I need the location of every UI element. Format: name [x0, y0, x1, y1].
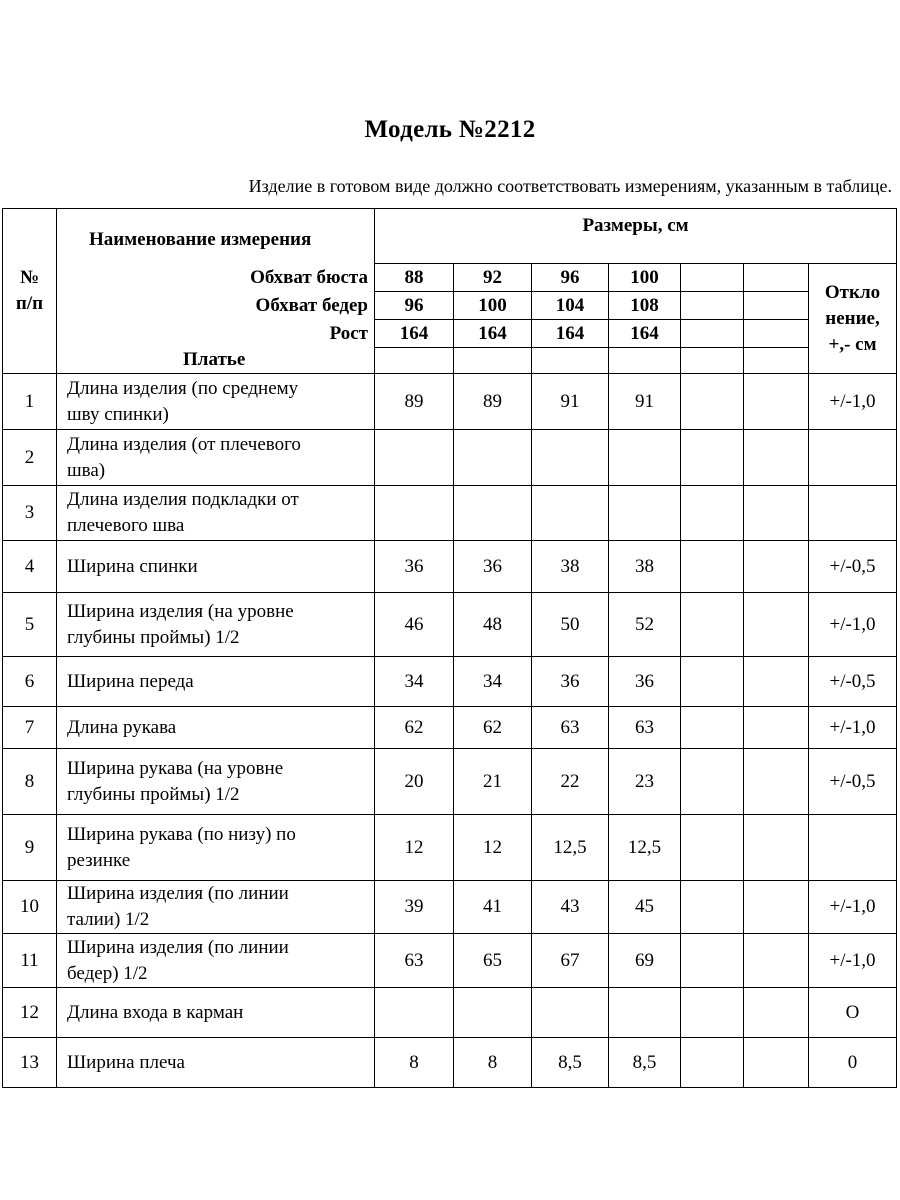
size-value-1: 63: [375, 934, 454, 988]
empty-cell: [609, 348, 681, 374]
deviation-value: +/-1,0: [809, 934, 897, 988]
deviation-value: [809, 486, 897, 541]
size-value-3: 91: [532, 374, 609, 430]
empty-cell: [681, 749, 744, 815]
bust-size-2: 92: [454, 264, 532, 292]
size-value-3: 43: [532, 881, 609, 934]
table-row: [3, 881, 897, 934]
size-value-2: 36: [454, 541, 532, 593]
table-row: [3, 749, 897, 815]
size-value-4: [609, 430, 681, 486]
size-value-1: 8: [375, 1038, 454, 1088]
table-row: [3, 934, 897, 988]
page-subtitle: Изделие в готовом виде должно соответствовать измерениям, указанным в таблице.: [248, 176, 892, 196]
measurement-name-line1: Ширина спинки: [67, 555, 198, 577]
table-row: [3, 707, 897, 749]
size-value-3: 36: [532, 657, 609, 707]
table-row: [3, 486, 897, 541]
empty-cell: [681, 988, 744, 1038]
measurement-name-line1: Ширина изделия (по линии: [67, 936, 289, 958]
table-row: [3, 593, 897, 657]
size-value-2: 21: [454, 749, 532, 815]
measurement-name: [57, 541, 375, 593]
empty-cell: [532, 348, 609, 374]
row-number: 4: [3, 541, 57, 593]
deviation-value: +/-0,5: [809, 657, 897, 707]
size-value-4: 69: [609, 934, 681, 988]
page-title: Модель №2212: [364, 116, 536, 143]
size-value-3: 12,5: [532, 815, 609, 881]
measurement-name-line1: Длина изделия (по среднему: [67, 377, 299, 399]
size-value-3: 50: [532, 593, 609, 657]
deviation-value: [809, 815, 897, 881]
header-row-garment: [3, 348, 897, 374]
row-number: 12: [3, 988, 57, 1038]
empty-cell: [681, 264, 744, 292]
empty-cell: [744, 541, 809, 593]
size-value-4: 8,5: [609, 1038, 681, 1088]
header-row-hips: [3, 292, 897, 320]
size-value-3: 67: [532, 934, 609, 988]
row-number: 7: [3, 707, 57, 749]
size-value-3: 63: [532, 707, 609, 749]
empty-cell: [744, 988, 809, 1038]
size-value-2: [454, 988, 532, 1038]
size-value-1: 89: [375, 374, 454, 430]
size-value-4: 38: [609, 541, 681, 593]
size-value-2: 65: [454, 934, 532, 988]
size-value-1: 34: [375, 657, 454, 707]
deviation-value: 0: [809, 1038, 897, 1088]
header-row-sizes: [3, 209, 897, 264]
measurement-name: [57, 374, 375, 430]
measurement-name-line2: талии) 1/2: [67, 909, 150, 930]
measurement-name: [57, 486, 375, 541]
measurement-name-line1: Ширина рукава (по низу) по: [67, 823, 296, 845]
height-size-4: 164: [609, 320, 681, 348]
empty-cell: [681, 707, 744, 749]
hips-size-4: 108: [609, 292, 681, 320]
empty-cell: [681, 1038, 744, 1088]
size-value-4: [609, 988, 681, 1038]
size-value-1: 62: [375, 707, 454, 749]
size-value-2: 62: [454, 707, 532, 749]
empty-cell: [744, 815, 809, 881]
table-row: [3, 1038, 897, 1088]
bust-size-1: 88: [375, 264, 454, 292]
measurement-name-line2: глубины проймы) 1/2: [67, 626, 240, 648]
empty-cell: [744, 430, 809, 486]
size-value-4: [609, 486, 681, 541]
measurement-name: [57, 881, 375, 934]
size-value-4: 12,5: [609, 815, 681, 881]
deviation-value: +/-0,5: [809, 749, 897, 815]
empty-cell: [744, 657, 809, 707]
deviation-value: [809, 430, 897, 486]
row-number: 2: [3, 430, 57, 486]
empty-cell: [681, 815, 744, 881]
deviation-value: +/-1,0: [809, 707, 897, 749]
size-value-4: 63: [609, 707, 681, 749]
size-value-1: 46: [375, 593, 454, 657]
size-value-4: 52: [609, 593, 681, 657]
measurement-name-line1: Длина входа в карман: [67, 1001, 244, 1023]
size-value-1: [375, 486, 454, 541]
measurement-name-line1: Ширина плеча: [67, 1051, 185, 1073]
measurement-name: [57, 657, 375, 707]
measurement-name-line1: Ширина изделия (по линии: [67, 883, 289, 904]
empty-cell: [744, 320, 809, 348]
number-header: № п/п: [3, 209, 57, 374]
table-row: [3, 815, 897, 881]
measurement-name: [57, 707, 375, 749]
measurement-name: [57, 934, 375, 988]
measurement-name-line2: плечевого шва: [67, 515, 185, 536]
empty-cell: [744, 292, 809, 320]
size-value-2: 41: [454, 881, 532, 934]
empty-cell: [744, 934, 809, 988]
measurement-name-header: Наименование измерения: [57, 209, 375, 264]
measurement-name-line1: Ширина переда: [67, 670, 194, 692]
measurement-name-line2: резинке: [67, 849, 131, 871]
size-value-3: [532, 430, 609, 486]
empty-cell: [744, 881, 809, 934]
size-value-4: 45: [609, 881, 681, 934]
size-value-4: 23: [609, 749, 681, 815]
deviation-value: +/-1,0: [809, 374, 897, 430]
size-value-2: 34: [454, 657, 532, 707]
empty-cell: [744, 486, 809, 541]
table-row: [3, 988, 897, 1038]
size-value-1: 39: [375, 881, 454, 934]
size-value-1: [375, 430, 454, 486]
row-number: 3: [3, 486, 57, 541]
header-row-bust: [3, 264, 897, 292]
empty-cell: [744, 749, 809, 815]
size-value-2: 8: [454, 1038, 532, 1088]
garment-label: Платье: [57, 348, 375, 374]
measurement-name-line2: шву спинки): [67, 403, 169, 425]
row-number: 8: [3, 749, 57, 815]
size-value-1: 20: [375, 749, 454, 815]
row-number: 6: [3, 657, 57, 707]
table-row: [3, 374, 897, 430]
measurement-name: [57, 749, 375, 815]
empty-cell: [744, 264, 809, 292]
bust-size-4: 100: [609, 264, 681, 292]
deviation-value: О: [809, 988, 897, 1038]
size-value-2: [454, 430, 532, 486]
size-value-2: 48: [454, 593, 532, 657]
empty-cell: [681, 541, 744, 593]
empty-cell: [681, 374, 744, 430]
size-value-3: [532, 486, 609, 541]
table-row: [3, 657, 897, 707]
size-value-3: 22: [532, 749, 609, 815]
empty-cell: [744, 374, 809, 430]
row-number: 11: [3, 934, 57, 988]
sizes-header: Размеры, см: [375, 209, 897, 264]
bust-size-3: 96: [532, 264, 609, 292]
bust-label: Обхват бюста: [57, 264, 375, 292]
size-value-2: 89: [454, 374, 532, 430]
size-value-2: 12: [454, 815, 532, 881]
size-value-3: [532, 988, 609, 1038]
measurement-name-line1: Длина изделия (от плечевого: [67, 433, 301, 455]
deviation-value: +/-1,0: [809, 881, 897, 934]
empty-cell: [681, 348, 744, 374]
size-value-1: 12: [375, 815, 454, 881]
measurement-name-line1: Длина изделия подкладки от: [67, 489, 299, 510]
measurement-name: [57, 1038, 375, 1088]
measurement-name-line2: бедер) 1/2: [67, 962, 148, 984]
measurement-name: [57, 815, 375, 881]
empty-cell: [681, 320, 744, 348]
height-label: Рост: [57, 320, 375, 348]
row-number: 5: [3, 593, 57, 657]
height-size-1: 164: [375, 320, 454, 348]
empty-cell: [681, 292, 744, 320]
measurement-name-line1: Длина рукава: [67, 716, 177, 738]
measurement-name: [57, 430, 375, 486]
deviation-value: +/-1,0: [809, 593, 897, 657]
empty-cell: [681, 593, 744, 657]
empty-cell: [375, 348, 454, 374]
size-value-4: 36: [609, 657, 681, 707]
hips-label: Обхват бедер: [57, 292, 375, 320]
hips-size-2: 100: [454, 292, 532, 320]
row-number: 13: [3, 1038, 57, 1088]
empty-cell: [681, 934, 744, 988]
size-value-4: 91: [609, 374, 681, 430]
empty-cell: [681, 486, 744, 541]
table-row: [3, 430, 897, 486]
measurement-name: [57, 988, 375, 1038]
hips-size-1: 96: [375, 292, 454, 320]
empty-cell: [744, 1038, 809, 1088]
measurement-table: [2, 208, 897, 1088]
empty-cell: [681, 657, 744, 707]
empty-cell: [681, 430, 744, 486]
size-value-1: 36: [375, 541, 454, 593]
empty-cell: [454, 348, 532, 374]
measurement-name-line2: шва): [67, 459, 106, 481]
size-value-1: [375, 988, 454, 1038]
row-number: 10: [3, 881, 57, 934]
size-value-3: 8,5: [532, 1038, 609, 1088]
deviation-value: +/-0,5: [809, 541, 897, 593]
row-number: 1: [3, 374, 57, 430]
measurement-name-line2: глубины проймы) 1/2: [67, 783, 240, 805]
empty-cell: [744, 348, 809, 374]
size-value-3: 38: [532, 541, 609, 593]
hips-size-3: 104: [532, 292, 609, 320]
empty-cell: [681, 881, 744, 934]
height-size-2: 164: [454, 320, 532, 348]
deviation-header: Откло нение, +,- см: [809, 264, 897, 374]
measurement-name: [57, 593, 375, 657]
table-row: [3, 541, 897, 593]
measurement-name-line1: Ширина изделия (на уровне: [67, 600, 294, 622]
empty-cell: [744, 593, 809, 657]
measurement-name-line1: Ширина рукава (на уровне: [67, 757, 284, 779]
empty-cell: [744, 707, 809, 749]
height-size-3: 164: [532, 320, 609, 348]
header-row-height: [3, 320, 897, 348]
row-number: 9: [3, 815, 57, 881]
size-value-2: [454, 486, 532, 541]
